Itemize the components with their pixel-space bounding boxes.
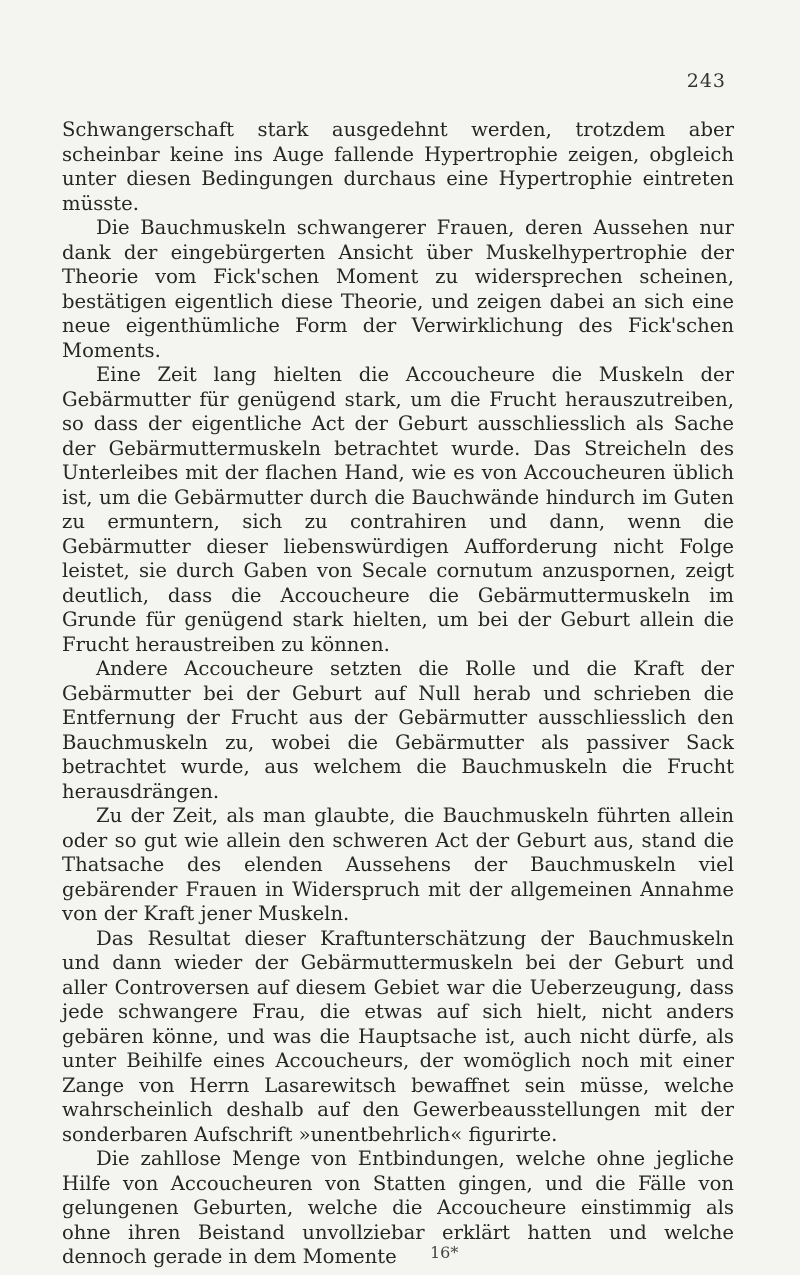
paragraph: Das Resultat dieser Kraftunterschätzung der Bauchmuskeln und dann wieder der Gebärmuttermuskeln bei der Geburt und aller Controversen auf diesem Gebiet war die Ueberzeugung, dass jede schwangere Frau, die etwas auf sich hielt, nicht anders gebären könne, und was die Hauptsache ist, auch nicht dürfe, als unter Beihilfe eines Accoucheurs, der womöglich noch mit einer Zange von Herrn Lasarewitsch bewaffnet sein müsse, welche wahrscheinlich deshalb auf den Gewerbeausstellungen mit der sonderbaren Aufschrift »unentbehrlich« figurirte. [62, 926, 734, 1146]
paragraph: Eine Zeit lang hielten die Accoucheure die Muskeln der Gebärmutter für genügend stark, um die Frucht herauszutreiben, so dass der eigentliche Act der Geburt ausschliesslich als Sache der Gebärmuttermuskeln betrachtet wurde. Das Streicheln des Unterleibes mit der flachen Hand, wie es von Accoucheuren üblich ist, um die Gebärmutter durch die Bauchwände hindurch im Guten zu ermuntern, sich zu contrahiren und dann, wenn die Gebärmutter dieser liebenswürdigen Aufforderung nicht Folge leistet, sie durch Gaben von Secale cornutum anzuspornen, zeigt deutlich, dass die Accoucheure die Gebärmuttermuskeln im Grunde für genügend stark hielten, um bei der Geburt allein die Frucht heraustreiben zu können. [62, 363, 734, 656]
paragraph: Schwangerschaft stark ausgedehnt werden, trotzdem aber scheinbar keine ins Auge fallende Hypertrophie zeigen, obgleich unter diesen Bedingungen durchaus eine Hypertrophie eintreten müsste. [62, 118, 734, 215]
paragraph: Andere Accoucheure setzten die Rolle und die Kraft der Gebärmutter bei der Geburt auf Null herab und schrieben die Entfernung der Frucht aus der Gebärmutter ausschliesslich den Bauchmuskeln zu, wobei die Gebärmutter als passiver Sack betrachtet wurde, aus welchem die Bauchmuskeln die Frucht herausdrängen. [62, 657, 734, 803]
body-text [62, 118, 734, 1270]
page-number: 243 [686, 70, 726, 92]
signature-mark: 16* [430, 1243, 459, 1262]
paragraph: Die zahllose Menge von Entbindungen, welche ohne jegliche Hilfe von Accoucheuren von Statten gingen, und die Fälle von gelungenen Geburten, welche die Accoucheure einstimmig als ohne ihren Beistand unvollziebar erklärt hatten und welche dennoch gerade in dem Momente [62, 1147, 734, 1268]
paragraph: Die Bauchmuskeln schwangerer Frauen, deren Aussehen nur dank der eingebürgerten Ansicht über Muskelhypertrophie der Theorie vom Fick'schen Moment zu widersprechen scheinen, bestätigen eigentlich diese Theorie, und zeigen dabei an sich eine neue eigenthümliche Form der Verwirklichung des Fick'schen Moments. [62, 216, 734, 362]
paragraph: Zu der Zeit, als man glaubte, die Bauchmuskeln führten allein oder so gut wie allein den schweren Act der Geburt aus, stand die Thatsache des elenden Aussehens der Bauchmuskeln viel gebärender Frauen in Widerspruch mit der allgemeinen Annahme von der Kraft jener Muskeln. [62, 804, 734, 925]
